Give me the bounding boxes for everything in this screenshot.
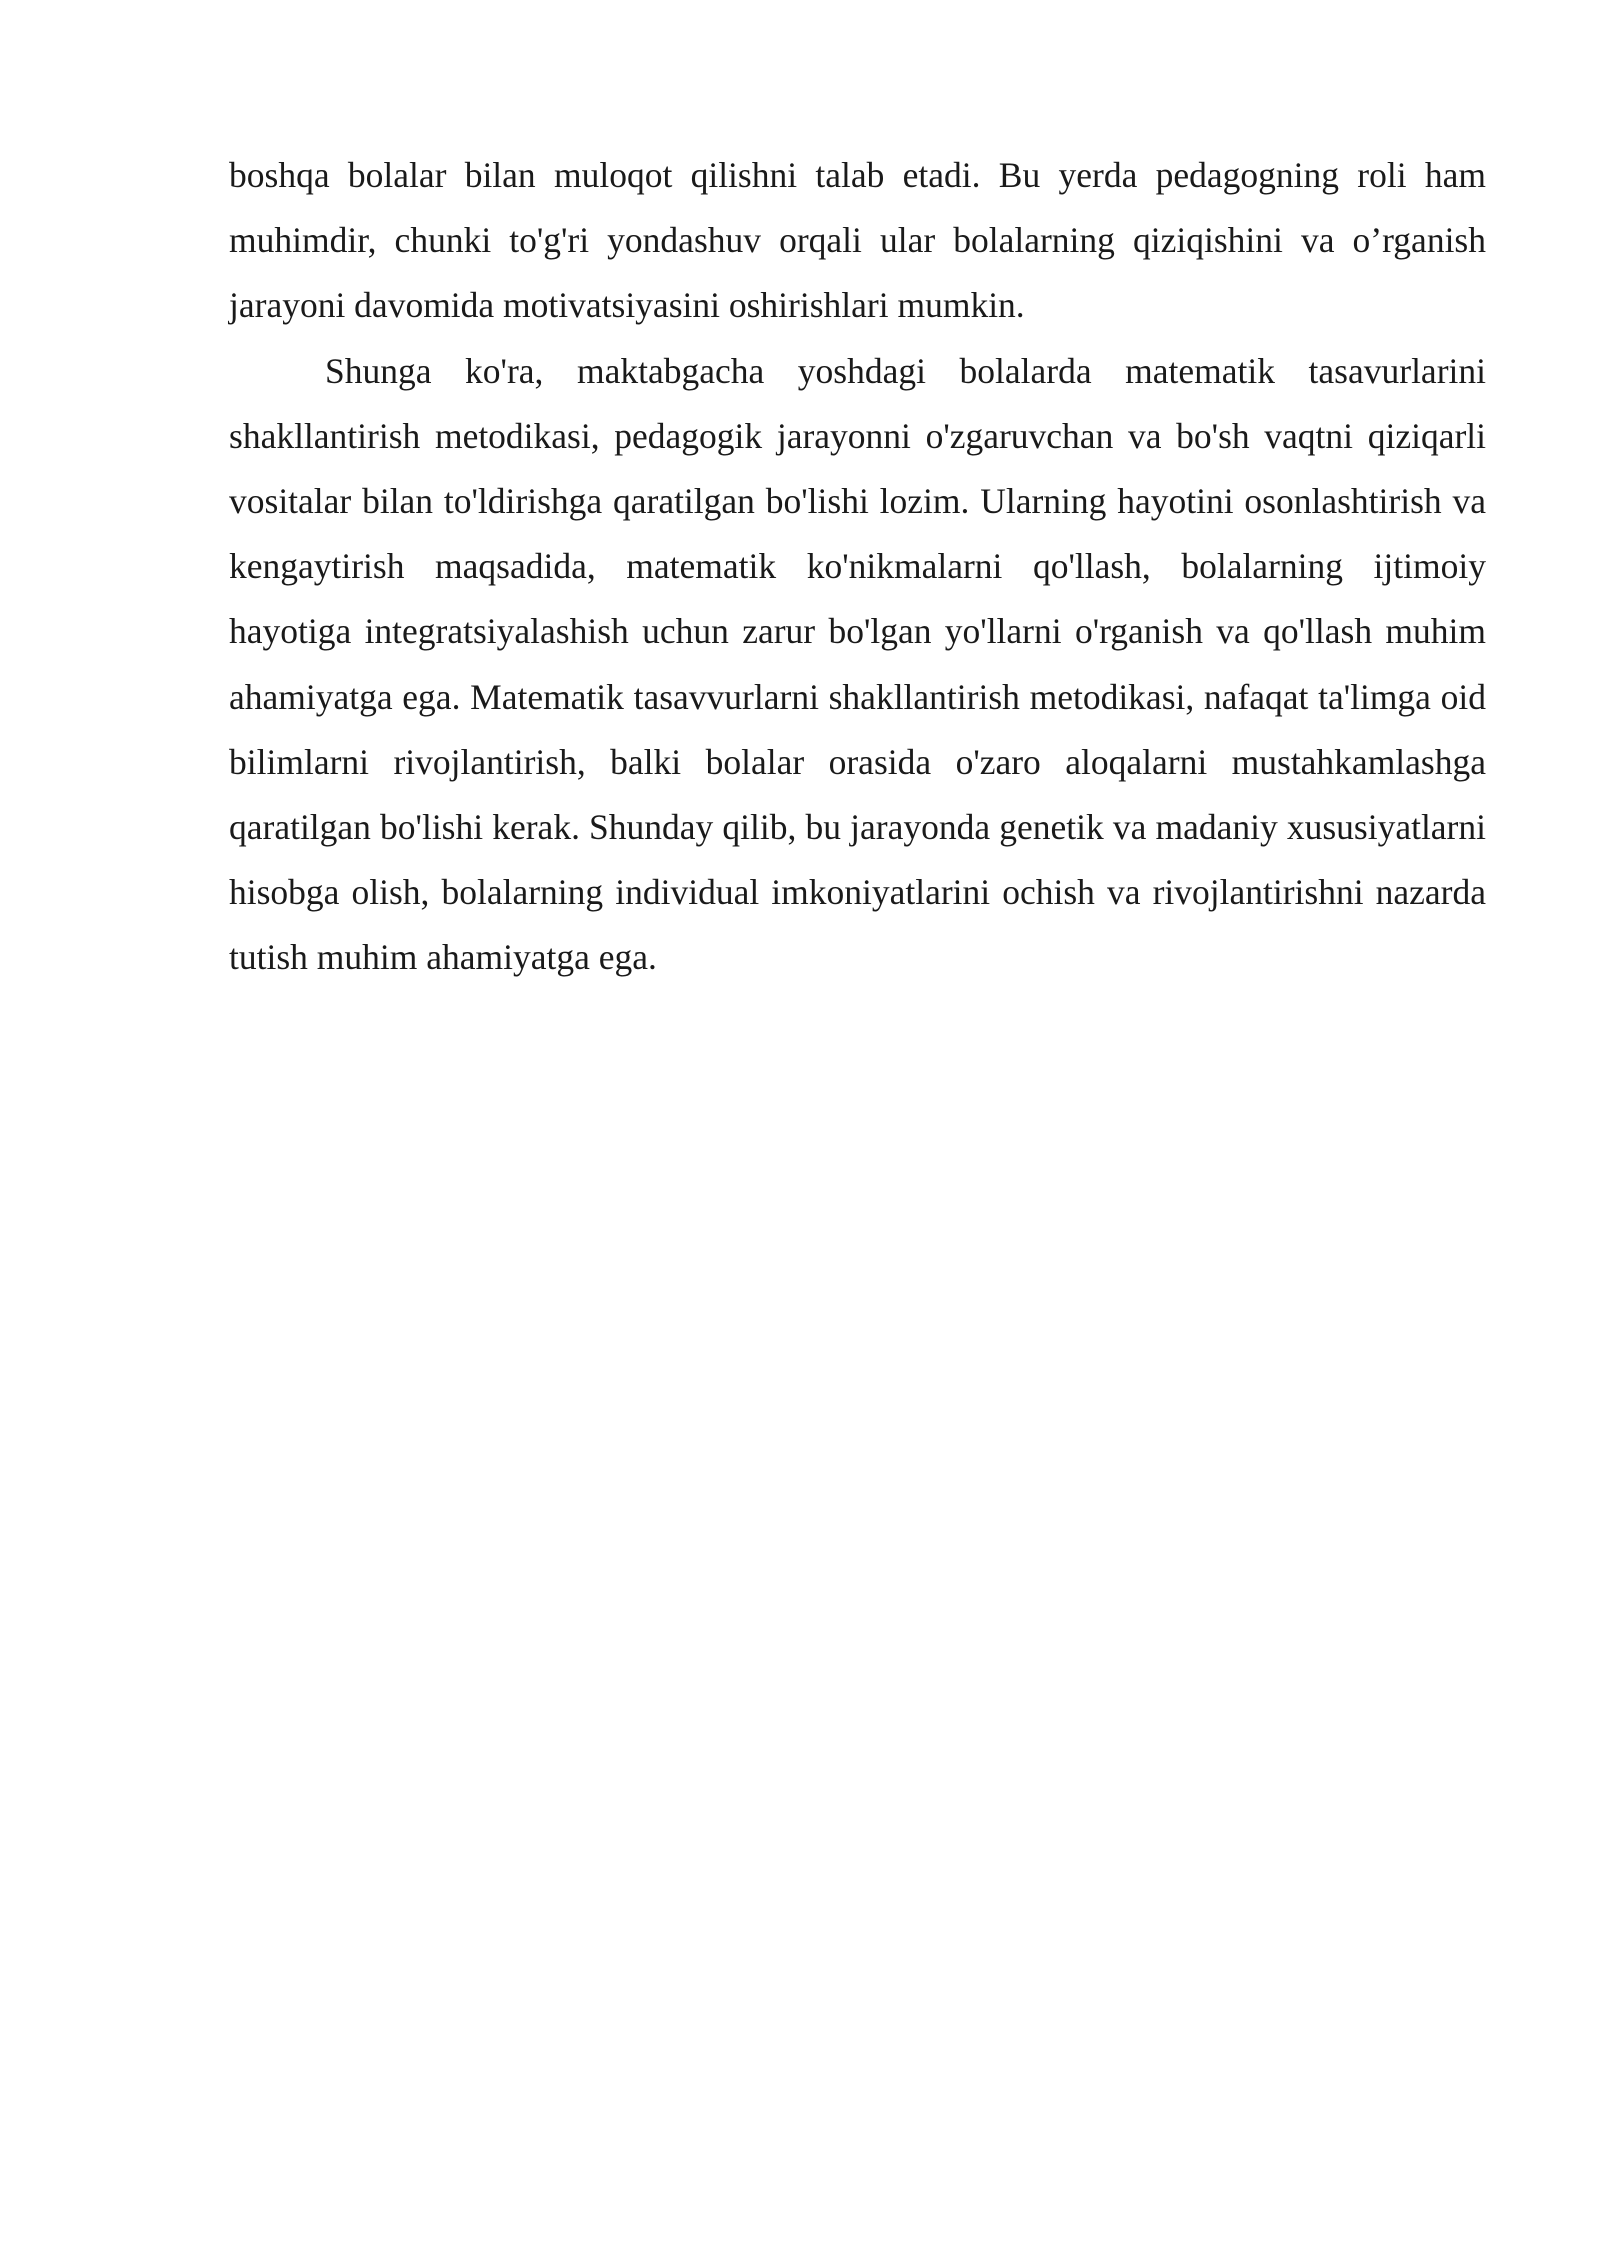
document-body (229, 143, 1486, 991)
paragraph-conclusion: Shunga ko'ra, maktabgacha yoshdagi bolalarda matematik tasavurlarini shakllantirish metodikasi, pedagogik jarayonni o'zgaruvchan va bo'sh vaqtni qiziqarli vositalar bilan to'ldirishga qaratilgan bo'lishi lozim. Ularning hayotini osonlashtirish va kengaytirish maqsadida, matematik ko'nikmalarni qo'llash, bolalarning ijtimoiy hayotiga integratsiyalashish uchun zarur bo'lgan yo'llarni o'rganish va qo'llash muhim ahamiyatga ega. Matematik tasavvurlarni shakllantirish metodikasi, nafaqat ta'limga oid bilimlarni rivojlantirish, balki bolalar orasida o'zaro aloqalarni mustahkamlashga qaratilgan bo'lishi kerak. Shunday qilib, bu jarayonda genetik va madaniy xususiyatlarni hisobga olish, bolalarning individual imkoniyatlarini ochish va rivojlantirishni nazarda tutish muhim ahamiyatga ega. (229, 350, 1486, 978)
paragraph-continuation: boshqa bolalar bilan muloqot qilishni talab etadi. Bu yerda pedagogning roli ham muhimdir, chunki to'g'ri yondashuv orqali ular bolalarning qiziqishini va o’rganish jarayoni davomida motivatsiyasini oshirishlari mumkin. (229, 155, 1486, 326)
